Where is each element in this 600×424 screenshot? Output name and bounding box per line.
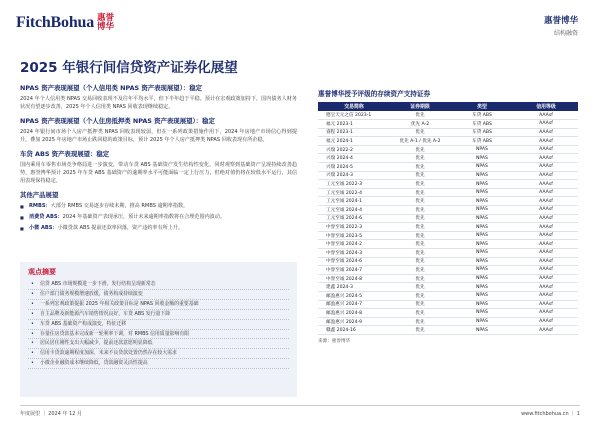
table-row <box>318 300 578 309</box>
table-row <box>318 120 578 129</box>
cell-type: NPAS <box>450 266 514 275</box>
section-heading-auto-loan: 车贷 ABS 资产表现展望：稳定 <box>20 150 110 159</box>
table-row <box>318 283 578 292</box>
column-header-tranche: 证券期限 <box>390 102 450 111</box>
cell-tranche: 优先 <box>390 266 450 275</box>
table-row <box>318 188 578 197</box>
list-item: • 居民居住刚性支出大幅减少，提前还款意愿明显降低 <box>28 339 289 349</box>
bullet-text: 2024 年基础资产表现承压，预计未来逾期率指数将在合理范围内波动。 <box>62 214 225 221</box>
cell-rating: AAAsf <box>514 309 578 318</box>
table-body <box>318 111 578 334</box>
cell-type: NPAS <box>450 223 514 232</box>
cell-deal: 中誉至诚 2024-2 <box>318 240 390 249</box>
header-brand <box>544 14 578 37</box>
cell-tranche: 优先 <box>390 206 450 215</box>
cell-rating: AAAsf <box>514 257 578 266</box>
cell-tranche: 优先 A-1 / 优先 A-2 <box>390 137 450 146</box>
cell-tranche: 优先 <box>390 163 450 172</box>
cell-tranche: 优先 <box>390 249 450 258</box>
list-item <box>20 203 297 210</box>
list-item: • 小微企业融资成本继续降低，贷款融资灵活性提高 <box>28 359 289 369</box>
table-row <box>318 163 578 172</box>
table-row <box>318 257 578 266</box>
cell-type: NPAS <box>450 300 514 309</box>
cell-tranche: 优先 <box>390 171 450 180</box>
cell-type: NPAS <box>450 145 514 154</box>
cell-tranche: 优先 <box>390 223 450 232</box>
table-row <box>318 249 578 258</box>
cell-rating: AAAsf <box>514 120 578 129</box>
cell-rating: AAAsf <box>514 223 578 232</box>
cell-rating: AAAsf <box>514 128 578 137</box>
logo-wordmark: FitchBohua <box>16 14 95 31</box>
cell-type: NPAS <box>450 326 514 335</box>
cell-type: NPAS <box>450 188 514 197</box>
cell-rating: AAAsf <box>514 188 578 197</box>
cell-tranche: 优先 <box>390 240 450 249</box>
table-row <box>318 111 578 120</box>
column-header-type: 类型 <box>450 102 514 111</box>
list-item: • 信贷 ABS 市场规模进一步下滑，发行结构呈现新常态 <box>28 280 289 290</box>
cell-deal: 兴瑞 2024-3 <box>318 171 390 180</box>
cell-type: 车贷 ABS <box>450 120 514 129</box>
cell-deal: 睿程 2023-1 <box>318 128 390 137</box>
cell-tranche: 优先 <box>390 283 450 292</box>
cell-rating: AAAsf <box>514 300 578 309</box>
cell-type: NPAS <box>450 231 514 240</box>
section-heading-personal-credit: NPAS 资产表现展望（个人信用类 NPAS 资产表现展望）：稳定 <box>20 84 203 92</box>
list-item: • 信用卡贷款逾期程度加深，未来不良贷款处置仍然存在较大需求 <box>28 349 289 359</box>
table-row <box>318 128 578 137</box>
rated-securities-table <box>318 102 578 335</box>
cell-rating: AAAsf <box>514 240 578 249</box>
page-title: 2025 年银行间信贷资产证券化展望 <box>20 60 238 76</box>
cell-rating: AAAsf <box>514 214 578 223</box>
table-row <box>318 309 578 318</box>
cell-tranche: 优先 <box>390 300 450 309</box>
section-text-auto-loan: 国内乘用车零售市场竞争格局进一步演变，带动车贷 ABS 基础资产发生结构性变化，同时观察到基础资产呈现持续改善趋势，惠誉博华预计 2025 年车贷 ABS 基础资产的逾期率水平可能面临一定上行压力，但绝对值仍将在较低水平运行，其信用表现保持稳定。 <box>20 162 297 184</box>
brand-name: 惠誉博华 <box>543 16 578 26</box>
cell-type: NPAS <box>450 197 514 206</box>
other-products-list <box>20 203 297 232</box>
table-row <box>318 214 578 223</box>
cell-tranche: 优先 <box>390 197 450 206</box>
cell-tranche: 优先 <box>390 231 450 240</box>
cell-rating: AAAsf <box>514 137 578 146</box>
logo-cn-line2: 博华 <box>97 22 115 32</box>
table-row <box>318 171 578 180</box>
cell-tranche: 优先 <box>390 180 450 189</box>
table-row <box>318 137 578 146</box>
right-column <box>318 88 578 344</box>
table-row <box>318 231 578 240</box>
table-row <box>318 274 578 283</box>
table-row <box>318 240 578 249</box>
cell-type: NPAS <box>450 274 514 283</box>
cell-type: NPAS <box>450 240 514 249</box>
table-row <box>318 317 578 326</box>
bullet-lead: 消费贷 ABS： <box>29 214 63 221</box>
cell-deal: 邮盈惠兴 2024-9 <box>318 317 390 326</box>
cell-rating: AAAsf <box>514 231 578 240</box>
cell-type: NPAS <box>450 317 514 326</box>
cell-type: NPAS <box>450 214 514 223</box>
table-row <box>318 223 578 232</box>
list-item <box>20 214 297 221</box>
cell-tranche: 优先 <box>390 214 450 223</box>
cell-deal: 建鑫 2024-3 <box>318 283 390 292</box>
cell-type: NPAS <box>450 283 514 292</box>
cell-type: 车贷 ABS <box>450 137 514 146</box>
list-item: • 车贷 ABS 基础资产构成演变，特征迁移 <box>28 320 289 330</box>
section-text-personal-credit: 2024 年个人信用类 NPAS 交易回收表现不及往年平均水平，但下半年趋于平稳。预计在宏观政策加持下，国内债务人财务状况有望逐步改善，2025 年个人信用类 NPAS 回收表现继续稳定。 <box>20 96 297 110</box>
cell-deal: 工元至诚 2022-3 <box>318 180 390 189</box>
cell-tranche: 优先 <box>390 128 450 137</box>
fitchbohua-logo <box>16 14 114 32</box>
cell-type: 车贷 ABS <box>450 111 514 120</box>
page-header <box>0 0 600 48</box>
cell-tranche: 优先 <box>390 309 450 318</box>
cell-deal: 工元至诚 2024-1 <box>318 197 390 206</box>
cell-rating: AAAsf <box>514 317 578 326</box>
cell-deal: 中誉至诚 2023-5 <box>318 231 390 240</box>
cell-rating: AAAsf <box>514 111 578 120</box>
key-points-box <box>20 262 297 397</box>
cell-rating: AAAsf <box>514 274 578 283</box>
cell-deal: 兴瑞 2024-5 <box>318 163 390 172</box>
cell-tranche: 优先 <box>390 145 450 154</box>
table-source: 来源：惠誉博华 <box>318 338 351 344</box>
list-item: • 一系列宏观政策提振 2025 年相关政策目标是 NPAS 回收金额的重要基础 <box>28 300 289 310</box>
cell-type: NPAS <box>450 257 514 266</box>
cell-rating: AAAsf <box>514 197 578 206</box>
cell-tranche: 优先 <box>390 111 450 120</box>
cell-type: NPAS <box>450 206 514 215</box>
footer-divider <box>20 405 580 406</box>
cell-deal: 福元 2024-1 <box>318 137 390 146</box>
cell-rating: AAAsf <box>514 283 578 292</box>
cell-tranche: 优先 <box>390 274 450 283</box>
cell-tranche: 优先 <box>390 291 450 300</box>
list-item <box>20 225 297 232</box>
cell-deal: 中誉至诚 2024-7 <box>318 266 390 275</box>
table-row <box>318 291 578 300</box>
cell-rating: AAAsf <box>514 249 578 258</box>
cell-deal: 邮盈惠兴 2024-7 <box>318 300 390 309</box>
cell-tranche: 优先 <box>390 326 450 335</box>
cell-deal: 福元 2023-1 <box>318 120 390 129</box>
cell-tranche: 优先 <box>390 188 450 197</box>
bullet-text: 小微贷款 ABS 提前还款率回落，资产违约率有所上升。 <box>57 225 183 232</box>
table-row <box>318 154 578 163</box>
cell-deal: 中誉至诚 2022-3 <box>318 223 390 232</box>
cell-deal: 中誉至诚 2024-8 <box>318 274 390 283</box>
table-row <box>318 266 578 275</box>
table-row <box>318 145 578 154</box>
cell-type: 车贷 ABS <box>450 128 514 137</box>
table-row <box>318 197 578 206</box>
cell-tranche: 优先 A-2 <box>390 120 450 129</box>
cell-tranche: 优先 <box>390 317 450 326</box>
cell-deal: 工元至诚 2024-6 <box>318 214 390 223</box>
cell-rating: AAAsf <box>514 163 578 172</box>
cell-rating: AAAsf <box>514 291 578 300</box>
cell-rating: AAAsf <box>514 266 578 275</box>
left-column <box>20 83 297 236</box>
table-header-row <box>318 102 578 111</box>
cell-rating: AAAsf <box>514 180 578 189</box>
cell-type: NPAS <box>450 249 514 258</box>
section-heading-mortgage: NPAS 资产表现展望（个人住房抵押类 NPAS 资产表现展望）：稳定 <box>20 117 215 126</box>
footer-report-info: 年度展望 ｜ 2024 年 12 月 <box>20 411 83 417</box>
cell-type: NPAS <box>450 291 514 300</box>
cell-rating: AAAsf <box>514 171 578 180</box>
bullet-text: 大部分 RMBS 交易逐步存续末期，推高 RMBS 逾期率指数。 <box>50 203 189 210</box>
logo-cn-mark <box>97 14 114 32</box>
section-text-mortgage: 2024 年银行间市场个人房产抵押类 NPAS 回收表现较弱，但在一系列政策措施作用下，2024 年房地产市场信心得到提升，叠加 2025 年房地产市场止跌回稳的政策目标，预计 2025 年个人房产抵押类 NPAS 回收表现有所企稳。 <box>20 129 297 143</box>
footer-website-page: www.fitchbohua.cn ｜ 1 <box>521 411 580 417</box>
cell-deal: 兴瑞 2022-2 <box>318 145 390 154</box>
cell-type: NPAS <box>450 171 514 180</box>
table-row <box>318 326 578 335</box>
column-header-deal: 交易简称 <box>318 102 390 111</box>
bullet-lead: RMBS： <box>29 203 51 210</box>
table-row <box>318 206 578 215</box>
cell-deal: 邮盈惠兴 2024-8 <box>318 309 390 318</box>
cell-deal: 中誉至诚 2024-6 <box>318 257 390 266</box>
list-item: • 住户部门债务规模增速放缓，债务构成持续演变 <box>28 290 289 300</box>
cell-deal: 中誉至诚 2024-3 <box>318 249 390 258</box>
cell-rating: AAAsf <box>514 145 578 154</box>
list-item: • 存量住房贷款基本完成新一轮利率下调，对 RMBS 信用质量影响有限 <box>28 330 289 340</box>
cell-type: NPAS <box>450 163 514 172</box>
brand-division: 结构融资 <box>553 30 578 37</box>
bullet-lead: 小微 ABS： <box>29 225 58 232</box>
section-heading-other-products: 其他产品展望 <box>20 191 59 200</box>
cell-deal: 工元至诚 2024-4 <box>318 206 390 215</box>
cell-deal: 工元至诚 2022-4 <box>318 188 390 197</box>
cell-type: NPAS <box>450 154 514 163</box>
cell-tranche: 优先 <box>390 154 450 163</box>
table-title: 惠誉博华授予评级的存续资产支持证券 <box>318 90 431 98</box>
table-row <box>318 180 578 189</box>
cell-type: NPAS <box>450 180 514 189</box>
cell-tranche: 优先 <box>390 257 450 266</box>
cell-rating: AAAsf <box>514 206 578 215</box>
cell-deal: 赣鑫 2024-16 <box>318 326 390 335</box>
key-points-list <box>20 280 297 369</box>
cell-deal: 邮盈惠兴 2024-5 <box>318 291 390 300</box>
key-points-title: 观点摘要 <box>28 268 56 276</box>
cell-rating: AAAsf <box>514 326 578 335</box>
column-header-rating: 信用等级 <box>514 102 578 111</box>
cell-type: NPAS <box>450 309 514 318</box>
list-item: • 自主品牌及新能源汽车销售情况良好，车贷 ABS 发行量下降 <box>28 310 289 320</box>
cell-deal: 德宝天元之信 2023-1 <box>318 111 390 120</box>
cell-deal: 兴瑞 2024-4 <box>318 154 390 163</box>
logo-cn-line1: 惠誉 <box>97 13 115 23</box>
cell-rating: AAAsf <box>514 154 578 163</box>
